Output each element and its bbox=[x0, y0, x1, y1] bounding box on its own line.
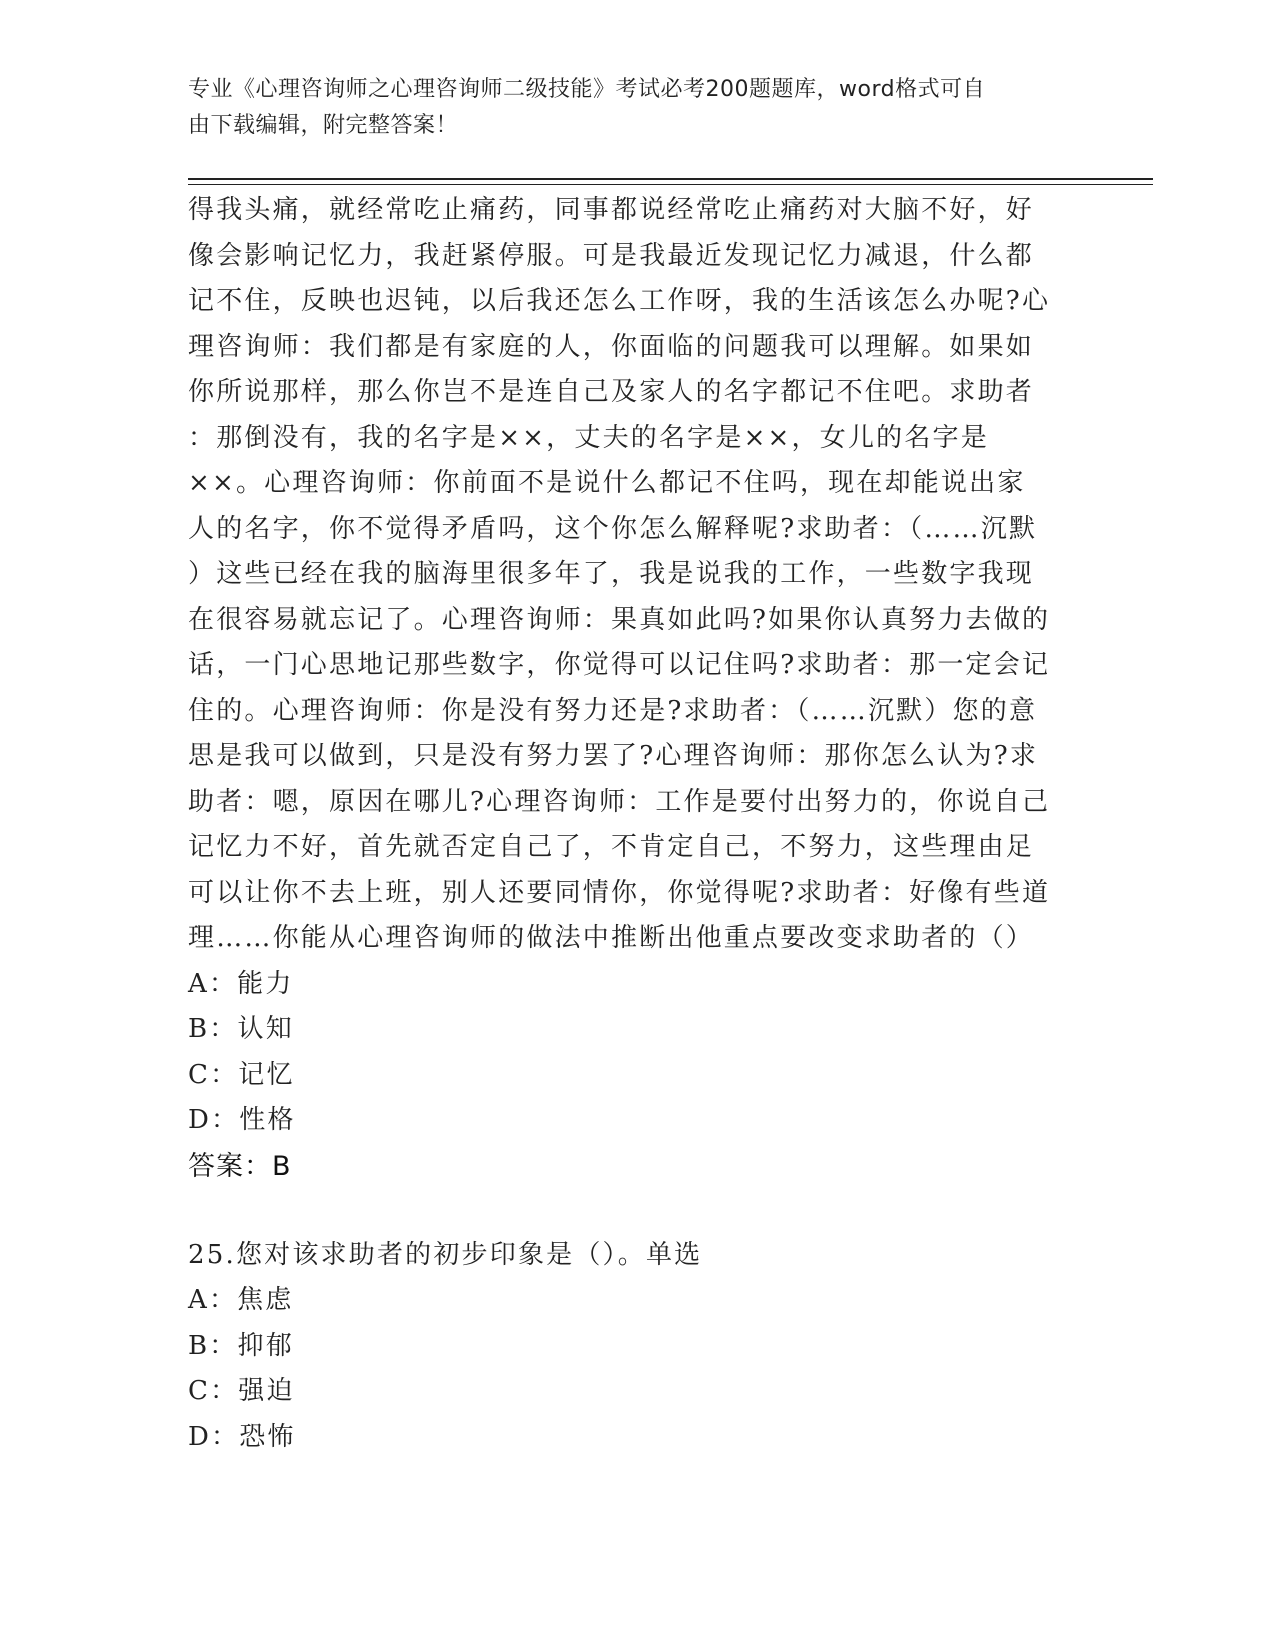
passage-line: 在很容易就忘记了。心理咨询师：果真如此吗?如果你认真努力去做的 bbox=[188, 604, 1051, 635]
option-d: D：恐怖 bbox=[188, 1421, 296, 1452]
spacer bbox=[188, 1190, 1088, 1233]
answer-label: 答案：B bbox=[188, 1150, 292, 1182]
header-line-2: 由下载编辑，附完整答案！ bbox=[188, 113, 459, 138]
passage-line: 记不住，反映也迟钝，以后我还怎么工作呀，我的生活该怎么办呢?心 bbox=[188, 286, 1051, 316]
passage-line: 像会影响记忆力，我赶紧停服。可是我最近发现记忆力减退，什么都 bbox=[188, 240, 1035, 271]
option-a: A：焦虑 bbox=[188, 1285, 294, 1315]
passage-line: 记忆力不好，首先就否定自己了，不肯定自己，不努力，这些理由足 bbox=[188, 832, 1035, 862]
passage-line: 人的名字，你不觉得矛盾吗，这个你怎么解释呢?求助者：（……沉默 bbox=[188, 513, 1038, 544]
document-header bbox=[188, 72, 1078, 144]
passage-line: 理……你能从心理咨询师的做法中推断出他重点要改变求助者的（） bbox=[188, 923, 1035, 953]
option-d: D：性格 bbox=[188, 1105, 296, 1135]
passage-line: 你所说那样，那么你岂不是连自己及家人的名字都记不住吧。求助者 bbox=[188, 377, 1035, 407]
passage-line: 思是我可以做到，只是没有努力罢了?心理咨询师：那你怎么认为?求 bbox=[188, 741, 1039, 771]
passage-line: 助者：嗯，原因在哪儿?心理咨询师：工作是要付出努力的，你说自己 bbox=[188, 786, 1051, 817]
document-body bbox=[188, 188, 1088, 1460]
option-b: B：抑郁 bbox=[188, 1330, 294, 1361]
passage-line: ）这些已经在我的脑海里很多年了，我是说我的工作，一些数字我现 bbox=[188, 559, 1035, 589]
passage-line: ：那倒没有，我的名字是××，丈夫的名字是××，女儿的名字是 bbox=[188, 422, 989, 453]
option-c: C：记忆 bbox=[188, 1059, 295, 1090]
question-24-passage bbox=[188, 188, 1088, 962]
header-line-1: 专业《心理咨询师之心理咨询师二级技能》考试必考200题题库，word格式可自 bbox=[188, 77, 986, 102]
question-24-options bbox=[188, 962, 1088, 1144]
passage-line: 可以让你不去上班，别人还要同情你，你觉得呢?求助者：好像有些道 bbox=[188, 877, 1051, 908]
option-a: A：能力 bbox=[188, 968, 294, 999]
passage-line: 得我头痛，就经常吃止痛药，同事都说经常吃止痛药对大脑不好，好 bbox=[188, 195, 1035, 225]
header-rule-thick bbox=[188, 178, 1153, 180]
option-b: B：认知 bbox=[188, 1014, 294, 1044]
passage-line: 理咨询师：我们都是有家庭的人，你面临的问题我可以理解。如果如 bbox=[188, 331, 1035, 362]
passage-line: ××。心理咨询师：你前面不是说什么都记不住吗，现在却能说出家 bbox=[188, 468, 1026, 498]
option-c: C：强迫 bbox=[188, 1376, 295, 1406]
passage-line: 话，一门心思地记那些数字，你觉得可以记住吗?求助者：那一定会记 bbox=[188, 650, 1051, 680]
question-25-options bbox=[188, 1278, 1088, 1460]
passage-line: 住的。心理咨询师：你是没有努力还是?求助者：（……沉默）您的意 bbox=[188, 695, 1038, 726]
question-25-title: 25.您对该求助者的初步印象是（）。单选 bbox=[188, 1239, 703, 1270]
header-rule-thin bbox=[188, 184, 1153, 185]
